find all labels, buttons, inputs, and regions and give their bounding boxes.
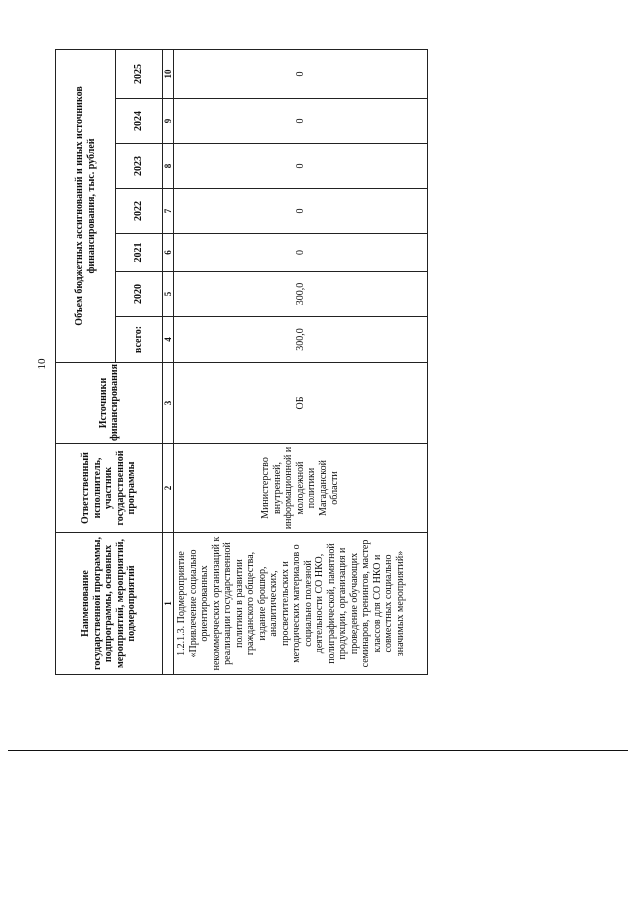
header-executor: Ответственный исполнитель, участник государственной программы <box>56 444 163 533</box>
column-number-10: 10 <box>163 49 174 98</box>
row-name: 1.2.1.3. Подмероприятие «Привлечение социально ориентированных некоммерческих организаций к реализации государственной политики в развитии гражданского общества, издание брошюр, аналитических, просветительских и методических материалов о социально полезной деятельности СО НКО, полиграфической, памятной продукции, организация и проведение обучающих семинаров, тренингов, мастер классов для СО НКО и совместных социально значимых мероприятий» <box>174 533 428 675</box>
header-name: Наименование государственной программы, подпрограммы, основных мероприятий, мероприятий, подмероприятий <box>56 533 163 675</box>
rotated-table-frame <box>55 50 428 675</box>
header-volume: Объем бюджетных ассигнований и иных источников финансирования, тыс. рублей <box>56 49 116 362</box>
header-total: всего: <box>116 317 163 363</box>
column-number-6: 6 <box>163 234 174 272</box>
column-number-7: 7 <box>163 189 174 234</box>
column-number-2: 2 <box>163 444 174 533</box>
row-source: ОБ <box>174 363 428 444</box>
row-2024: 0 <box>174 99 428 144</box>
row-2020: 300,0 <box>174 272 428 317</box>
header-year-2021: 2021 <box>116 234 163 272</box>
row-2023: 0 <box>174 144 428 189</box>
header-year-2023: 2023 <box>116 144 163 189</box>
header-year-2022: 2022 <box>116 189 163 234</box>
row-2025: 0 <box>174 49 428 98</box>
page-number: 10 <box>36 358 48 370</box>
column-number-1: 1 <box>163 533 174 675</box>
column-number-8: 8 <box>163 144 174 189</box>
row-2021: 0 <box>174 234 428 272</box>
header-year-2025: 2025 <box>116 49 163 98</box>
header-source: Источники финансирования <box>56 363 163 444</box>
column-number-5: 5 <box>163 272 174 317</box>
header-year-2024: 2024 <box>116 99 163 144</box>
bottom-rule <box>8 750 628 751</box>
row-total: 300,0 <box>174 317 428 363</box>
column-number-4: 4 <box>163 317 174 363</box>
row-executor: Министерство внутренней, информационной и молодежной политики Магаданской области <box>174 444 428 533</box>
column-number-3: 3 <box>163 363 174 444</box>
row-2022: 0 <box>174 189 428 234</box>
column-number-9: 9 <box>163 99 174 144</box>
budget-table <box>55 49 428 675</box>
header-year-2020: 2020 <box>116 272 163 317</box>
